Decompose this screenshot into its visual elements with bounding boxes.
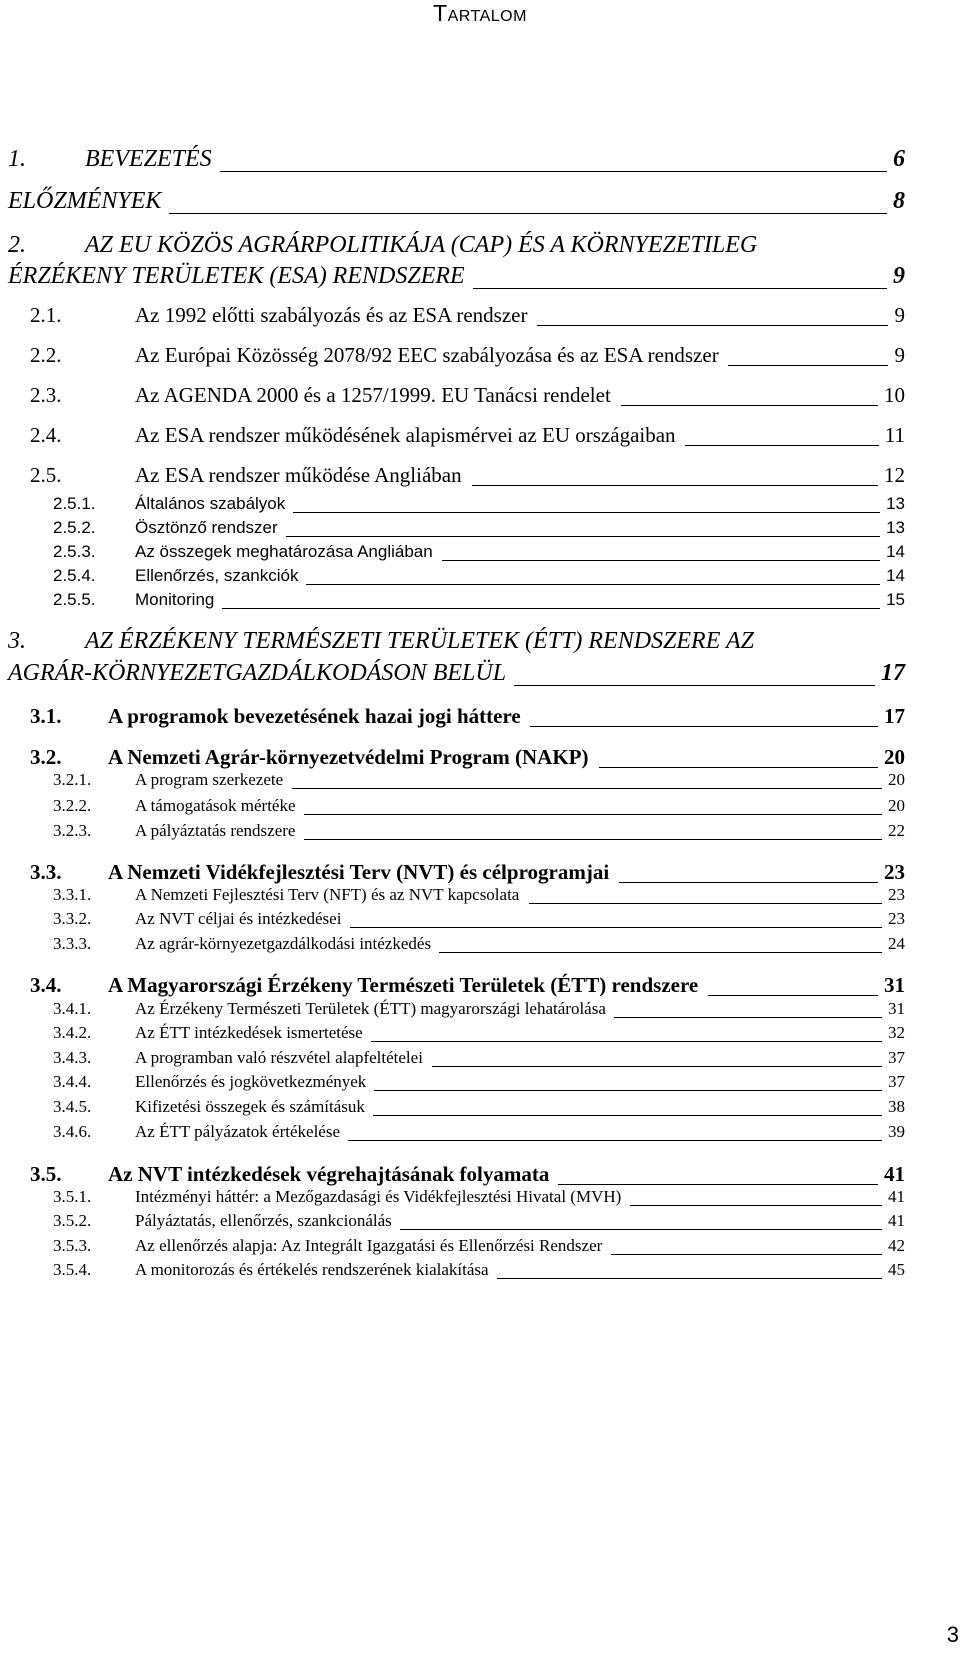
toc-entry-page: 13 [886,518,905,537]
toc-leader-line [439,952,882,953]
toc-entry-number: 2.5.4. [53,566,96,585]
toc-entry-page: 41 [888,1187,905,1206]
toc-entry-number: 2.2. [30,343,62,367]
toc-entry[interactable] [0,1187,960,1212]
toc-entry-number: 2.3. [30,383,62,407]
toc-entry-page: 17 [881,660,905,686]
toc-leader-line [292,788,882,789]
toc-leader-line [599,767,878,768]
toc-entry-number: 3.4.5. [53,1097,92,1116]
toc-entry[interactable] [0,1097,960,1122]
toc-entry-title: ÉRZÉKENY TERÜLETEK (ESA) RENDSZERE [8,263,465,289]
toc-entry-page: 20 [888,796,905,815]
toc-entry[interactable] [0,494,960,519]
toc-leader-line [304,814,882,815]
toc-entry-number: 1. [8,146,26,172]
toc-entry[interactable] [0,1236,960,1261]
toc-entry[interactable] [0,1211,960,1236]
toc-entry-page: 9 [893,263,905,289]
toc-entry[interactable] [0,999,960,1024]
toc-entry-title: Az összegek meghatározása Angliában [135,542,433,561]
toc-entry-page: 38 [888,1097,905,1116]
page-number: 3 [946,1622,959,1647]
toc-entry-page: 9 [894,343,905,367]
toc-entry[interactable] [0,704,960,733]
toc-entry[interactable] [0,423,960,452]
toc-entry-number: 3.2.1. [53,770,92,789]
toc-entry-number: 2.4. [30,423,62,447]
toc-leader-line [530,726,878,727]
toc-entry-page: 11 [884,423,905,447]
toc-leader-line [304,839,882,840]
toc-entry-page: 9 [894,303,905,327]
toc-entry-page: 41 [888,1211,905,1230]
toc-leader-line [529,903,882,904]
toc-entry[interactable] [0,463,960,492]
toc-entry-page: 42 [888,1236,905,1255]
toc-entry-page: 45 [888,1260,905,1279]
toc-entry[interactable] [0,232,960,264]
toc-entry-title: Az AGENDA 2000 és a 1257/1999. EU Tanácsi rendelet [135,383,611,407]
toc-leader-line [630,1205,882,1206]
toc-entry-page: 39 [888,1122,905,1141]
toc-entry[interactable] [0,821,960,846]
toc-entry-title: Pályáztatás, ellenőrzés, szankcionálás [135,1211,392,1230]
toc-entry-title: Az NVT intézkedések végrehajtásának folyamata [108,1162,550,1186]
toc-entry-title: A monitorozás és értékelés rendszerének kialakítása [135,1260,489,1279]
toc-leader-line [472,485,878,486]
toc-entry-title: Intézményi háttér: a Mezőgazdasági és Vidékfejlesztési Hivatal (MVH) [135,1187,622,1206]
toc-entry-page: 15 [886,590,905,609]
toc-entry-page: 8 [893,188,905,214]
toc-entry-number: 2.5.3. [53,542,96,561]
toc-entry-title: Az Európai Közösség 2078/92 EEC szabályozása és az ESA rendszer [135,343,719,367]
toc-entry-page: 10 [884,383,905,407]
toc-entry-title: ELŐZMÉNYEK [8,188,162,214]
toc-entry[interactable] [0,566,960,591]
toc-entry-title: A programban való részvétel alapfeltételei [135,1048,423,1067]
toc-entry-number: 2. [8,232,26,258]
toc-entry-page: 13 [886,494,905,513]
toc-entry-page: 23 [888,909,905,928]
toc-entry-number: 3.1. [30,704,62,728]
toc-leader-line [374,1090,882,1091]
toc-entry-title: A pályáztatás rendszere [135,821,296,840]
toc-leader-line [286,536,880,537]
toc-entry-title: Az Érzékeny Természeti Területek (ÉTT) magyarországi lehatárolása [135,999,606,1018]
toc-entry-number: 3.4.3. [53,1048,92,1067]
toc-entry[interactable] [0,188,960,220]
toc-entry-title: A program szerkezete [135,770,284,789]
toc-entry-number: 3. [8,628,26,654]
toc-leader-line [169,213,887,214]
toc-entry[interactable] [0,590,960,615]
toc-entry[interactable] [0,263,960,295]
toc-entry-number: 3.4.6. [53,1122,92,1141]
toc-leader-line [442,560,880,561]
toc-entry[interactable] [0,518,960,543]
toc-entry-number: 3.4.2. [53,1023,92,1042]
toc-entry-title: Ösztönző rendszer [135,518,278,537]
toc-entry-title: AZ ÉRZÉKENY TERMÉSZETI TERÜLETEK (ÉTT) RENDSZERE AZ [85,628,754,654]
toc-entry[interactable] [0,885,960,910]
toc-entry-title: Az ESA rendszer működésének alapismérvei az EU országaiban [135,423,676,447]
toc-entry-title: A Nemzeti Agrár-környezetvédelmi Program (NAKP) [108,745,589,769]
toc-entry-title: Monitoring [135,590,215,609]
toc-entry-title: BEVEZETÉS [85,146,212,172]
toc-entry-title: Az ÉTT intézkedések ismertetése [135,1023,363,1042]
toc-entry-number: 3.2.3. [53,821,92,840]
toc-entry[interactable] [0,1260,960,1285]
toc-leader-line [685,445,879,446]
toc-leader-line [222,608,880,609]
toc-entry-number: 3.3.2. [53,909,92,928]
toc-entry-title: Az ESA rendszer működése Angliában [135,463,462,487]
toc-entry[interactable] [0,303,960,332]
toc-entry-title: A támogatások mértéke [135,796,296,815]
toc-leader-line [708,995,878,996]
toc-entry-number: 3.3. [30,860,62,884]
toc-entry-number: 3.3.1. [53,885,92,904]
toc-entry-page: 17 [884,704,905,728]
toc-entry-page: 14 [886,566,905,585]
toc-entry-title: AGRÁR-KÖRNYEZETGAZDÁLKODÁSON BELÜL [8,660,507,686]
toc-entry-page: 22 [888,821,905,840]
toc-leader-line [611,1254,882,1255]
toc-entry-page: 41 [884,1162,905,1186]
toc-leader-line [514,685,875,686]
toc-leader-line [306,584,880,585]
toc-entry-page: 37 [888,1072,905,1091]
toc-entry-page: 23 [884,860,905,884]
toc-entry-number: 2.5.1. [53,494,96,513]
toc-leader-line [432,1066,882,1067]
toc-entry-number: 2.5.2. [53,518,96,537]
toc-entry[interactable] [0,1072,960,1097]
toc-entry-page: 12 [884,463,905,487]
toc-entry-page: 32 [888,1023,905,1042]
toc-entry[interactable] [0,909,960,934]
toc-entry-number: 3.5.2. [53,1211,92,1230]
toc-entry-title: A programok bevezetésének hazai jogi háttere [108,704,521,728]
toc-entry-title: Az ellenőrzés alapja: Az Integrált Igazgatási és Ellenőrzési Rendszer [135,1236,603,1255]
toc-leader-line [497,1278,882,1279]
toc-entry-title: AZ EU KÖZÖS AGRÁRPOLITIKÁJA (CAP) ÉS A KÖRNYEZETILEG [85,232,758,258]
toc-entry[interactable] [0,542,960,567]
toc-leader-line [293,512,880,513]
toc-entry-page: 14 [886,542,905,561]
toc-entry[interactable] [0,1048,960,1073]
toc-entry-number: 3.4. [30,973,62,997]
toc-entry-number: 3.4.1. [53,999,92,1018]
toc-entry-title: Az agrár-környezetgazdálkodási intézkedés [135,934,432,953]
toc-entry[interactable] [0,146,960,178]
toc-entry-title: Az 1992 előtti szabályozás és az ESA rendszer [135,303,528,327]
toc-entry-title: Az NVT céljai és intézkedései [135,909,342,928]
toc-entry[interactable] [0,343,960,372]
toc-leader-line [558,1184,878,1185]
toc-entry-page: 24 [888,934,905,953]
toc-entry-title: Általános szabályok [135,494,286,513]
toc-entry-title: A Magyarországi Érzékeny Természeti Területek (ÉTT) rendszere [108,973,699,997]
toc-entry-title: A Nemzeti Vidékfejlesztési Terv (NVT) és célprogramjai [108,860,610,884]
toc-entry-page: 37 [888,1048,905,1067]
toc-leader-line [400,1229,882,1230]
toc-leader-line [537,325,889,326]
toc-leader-line [728,365,889,366]
toc-entry-page: 20 [884,745,905,769]
toc-leader-line [621,405,878,406]
toc-entry[interactable] [0,1023,960,1048]
toc-leader-line [473,288,887,289]
toc-entry-title: A Nemzeti Fejlesztési Terv (NFT) és az NVT kapcsolata [135,885,520,904]
toc-entry[interactable] [0,934,960,959]
toc-leader-line [350,927,882,928]
toc-entry-title: Kifizetési összegek és számításuk [135,1097,365,1116]
toc-entry-page: 20 [888,770,905,789]
toc-entry-number: 3.4.4. [53,1072,92,1091]
toc-entry-number: 3.2.2. [53,796,92,815]
toc-leader-line [373,1115,882,1116]
toc-entry[interactable] [0,660,960,692]
toc-leader-line [348,1140,882,1141]
toc-leader-line [220,171,887,172]
page-title-text: Tartalom [433,0,527,26]
toc-entry-page: 6 [893,146,905,172]
toc-leader-line [619,882,878,883]
toc-entry-title: Ellenőrzés és jogkövetkezmények [135,1072,367,1091]
toc-entry[interactable] [0,770,960,795]
toc-entry-title: Ellenőrzés, szankciók [135,566,299,585]
toc-entry[interactable] [0,383,960,412]
toc-entry-number: 3.5.3. [53,1236,92,1255]
toc-entry[interactable] [0,796,960,821]
toc-entry-number: 3.5. [30,1162,62,1186]
toc-leader-line [614,1017,882,1018]
toc-entry[interactable] [0,1122,960,1147]
toc-entry-number: 3.2. [30,745,62,769]
toc-entry[interactable] [0,973,960,1002]
toc-leader-line [371,1041,882,1042]
toc-entry-number: 2.5.5. [53,590,96,609]
toc-entry-number: 3.3.3. [53,934,92,953]
toc-entry[interactable] [0,628,960,660]
toc-entry-title: Az ÉTT pályázatok értékelése [135,1122,340,1141]
toc-entry-page: 31 [888,999,905,1018]
toc-entry-page: 31 [884,973,905,997]
toc-entry-number: 3.5.1. [53,1187,92,1206]
toc-entry-page: 23 [888,885,905,904]
toc-entry-number: 3.5.4. [53,1260,92,1279]
toc-entry-number: 2.1. [30,303,62,327]
toc-entry-number: 2.5. [30,463,62,487]
